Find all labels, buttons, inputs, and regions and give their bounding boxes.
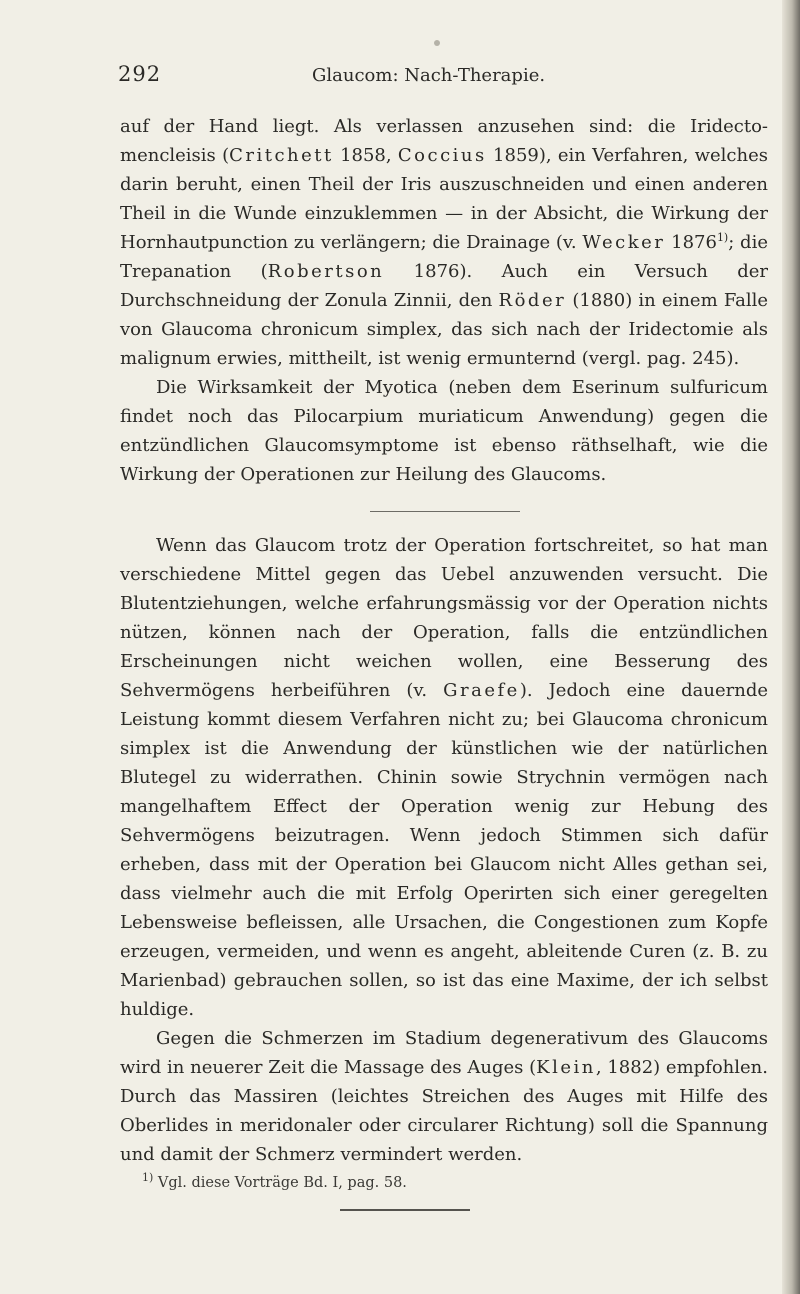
paragraph-myotica: Die Wirksamkeit der Myotica (neben dem Eserinum sulfuricum findet noch das Pilocarpium muriaticum Anwendung) gegen die entzündlichen Glaucomsymptome ist ebenso räthselhaft, wie die Wirkung der Operationen zur Heilung des Glaucoms.	[120, 377, 768, 485]
body-text-upper	[120, 112, 768, 489]
text-run: 1876). Auch ein Versuch der Durchschneidung der Zonula Zinnii, den	[120, 261, 768, 311]
page-number: 292	[118, 62, 162, 86]
section-divider	[370, 511, 520, 512]
author-coccius: Coccius	[397, 145, 487, 166]
footnote-mark: 1)	[142, 1171, 154, 1185]
text-run: 1859), ein Verfahren, welches darin beruht, einen Theil der Iris auszuschneiden und einen anderen Theil in die Wunde einzuklemmen — in der Absicht, die Wirkung der Hornhautpunction zu verlängern; die Drainage (v.	[120, 145, 768, 253]
text-run: auf der Hand liegt. Als verlassen anzusehen sind: die Iridecto-mencleisis (	[120, 116, 768, 166]
text-run: 1858,	[333, 145, 398, 166]
author-roeder: Röder	[498, 290, 567, 311]
footnote-text: Vgl. diese Vorträge Bd. I, pag. 58.	[153, 1175, 407, 1191]
footnote	[142, 1171, 407, 1191]
body-text-lower	[120, 531, 768, 1169]
author-klein: Klein	[536, 1057, 596, 1078]
text-run: (1880) in einem Falle von Glaucoma chronicum simplex, das sich nach der Iridectomie als malignum erwies, mittheilt, ist wenig ermunternd (vergl. pag. 245).	[120, 290, 768, 369]
text-run: ). Jedoch eine dauernde Leistung kommt diesem Verfahren nicht zu; bei Glaucoma chronicum simplex ist die Anwendung der künstlichen wie der natürlichen Blutegel zu widerrathen. Chinin sowie Strychnin vermögen nach mangelhaftem Effect der Operation wenig zur Hebung des Sehvermögens beizutragen. Wenn jedoch Stimmen sich dafür erheben, dass mit der Operation bei Glaucom nicht Alles gethan sei, dass vielmehr auch die mit Erfolg Operirten sich einer geregelten Lebensweise befleissen, alle Ursachen, die Congestionen zum Kopfe erzeugen, vermeiden, und wenn es angeht, ableitende Curen (z. B. zu Marienbad) gebrauchen sollen, so ist das eine Maxime, der ich selbst huldige.	[120, 680, 768, 1020]
paragraph-operations	[120, 112, 768, 373]
footnote-reference: 1)	[716, 231, 729, 244]
text-run: 1876	[665, 232, 717, 253]
running-head: Glaucom: Nach-Therapie.	[312, 65, 546, 86]
text-run: ; die Trepanation (	[120, 232, 768, 282]
page-edge-shadow	[782, 0, 800, 1294]
author-wecker: Wecker	[582, 232, 666, 253]
author-critchett: Critchett	[229, 145, 334, 166]
author-graefe: Graefe	[443, 680, 520, 701]
text-run: Wenn das Glaucom trotz der Operation fortschreitet, so hat man verschiedene Mittel gegen das Uebel anzuwenden versucht. Die Blutentziehungen, welche erfahrungsmässig vor der Operation nichts nützen, können nach der Operation, falls die entzündlichen Erscheinungen nicht weichen wollen, eine Besserung des Sehvermögens herbeiführen (v.	[120, 535, 768, 701]
page-header	[0, 62, 800, 92]
paragraph-massage	[120, 1024, 768, 1169]
author-robertson: Robertson	[267, 261, 385, 282]
text-run: , 1882) empfohlen. Durch das Massiren (leichtes Streichen des Auges mit Hilfe des Oberlides in meridonaler oder circularer Richtung) soll die Spannung und damit der Schmerz vermindert werden.	[120, 1057, 768, 1165]
paper-speck	[434, 40, 440, 46]
text-run: Gegen die Schmerzen im Stadium degenerativum des Glaucoms wird in neuerer Zeit die Massage des Auges (	[120, 1028, 768, 1078]
paragraph-progression	[120, 531, 768, 1024]
end-ornament-rule	[340, 1209, 470, 1211]
